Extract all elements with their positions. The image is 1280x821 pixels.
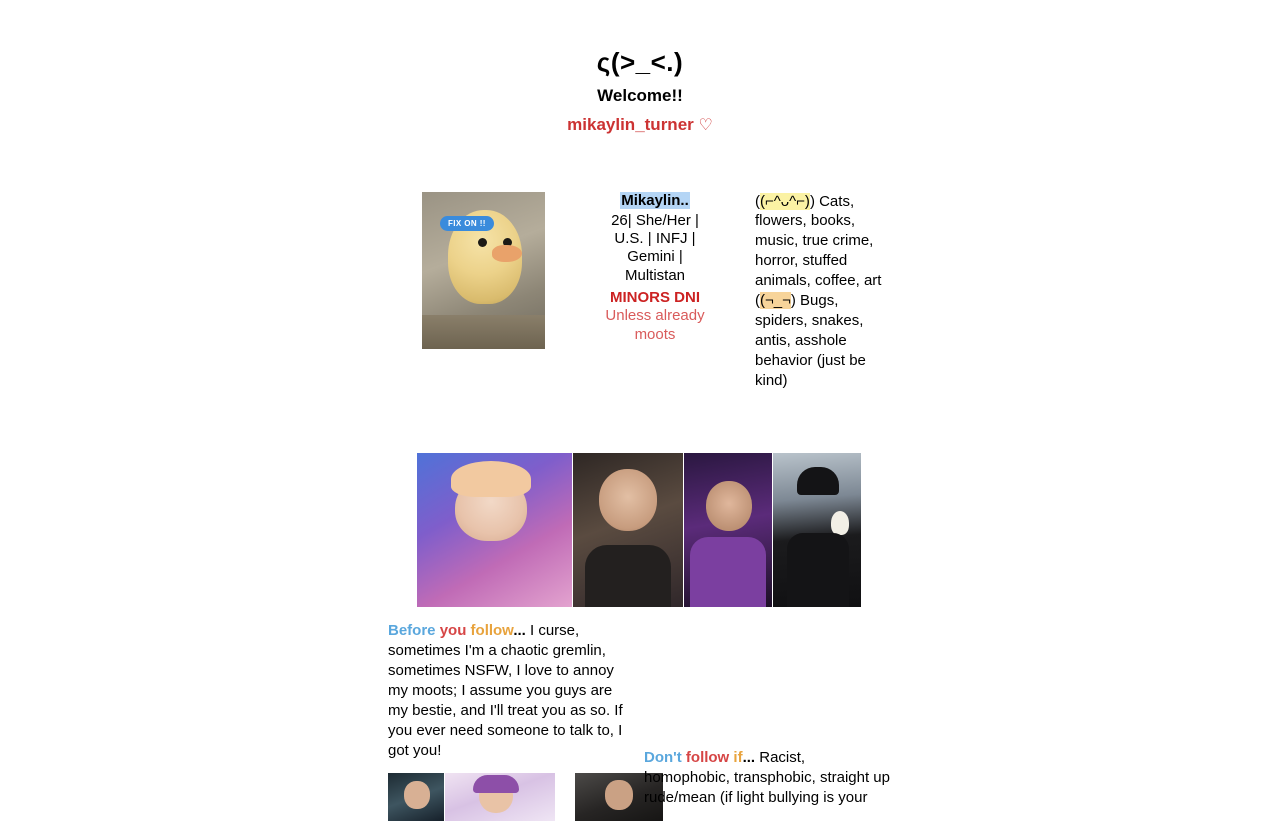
bottom-photo-strip <box>0 773 1280 821</box>
dislikes-block <box>755 291 885 391</box>
photo-idol-blue-stage <box>417 453 572 607</box>
dislikes-face-icon: (¬_¬ <box>760 292 791 310</box>
photo-bottom-1 <box>388 773 444 821</box>
photo-idol-black-tee <box>573 453 683 607</box>
bio-name-line <box>600 192 710 210</box>
follow-word: follow <box>470 621 514 639</box>
photo-bottom-3 <box>556 773 574 821</box>
dont-follow-body: Racist, homophobic, transphobic, straight up rude/mean (if light bullying is your <box>644 749 890 806</box>
dont-dots: ... <box>742 749 756 766</box>
before-follow-block <box>0 621 633 761</box>
avatar-background <box>422 315 545 349</box>
duck-eye-right-icon <box>503 238 512 247</box>
dislikes-text: ) Bugs, spiders, snakes, antis, asshole behavior (just be kind) <box>755 292 866 389</box>
header <box>0 0 1280 135</box>
avatar <box>422 192 545 349</box>
minors-dni-subtext: Unless already moots <box>605 307 705 343</box>
dont-word: Don't <box>644 749 682 766</box>
kaomoji-title: ς(>_<.) <box>596 47 684 77</box>
welcome-text: Welcome!! <box>597 85 683 105</box>
bio-name: Mikaylin.. <box>621 191 689 209</box>
likes-text: ) Cats, flowers, books, music, true crime, horror, stuffed animals, coffee, art <box>755 192 882 290</box>
before-follow-body: I curse, sometimes I'm a chaotic gremlin, sometimes NSFW, I love to annoy my moots; I assume you guys are my bestie, and I'll treat you as so. If you ever need someone to talk to, I got you! <box>388 621 623 759</box>
photo-strip <box>0 453 1280 607</box>
username-text: mikaylin_turner <box>567 114 694 134</box>
profile-row <box>0 192 1280 391</box>
ice-cream-icon <box>831 511 849 535</box>
if-word: if <box>733 749 743 766</box>
follow-word-2: follow <box>685 749 730 766</box>
duck-eye-left-icon <box>478 238 487 247</box>
bio-column <box>600 192 710 344</box>
likes-dislikes-column <box>755 192 885 391</box>
photo-bottom-2 <box>445 773 555 821</box>
before-word: Before <box>388 621 436 639</box>
likes-paren-open: ( <box>755 192 760 210</box>
photo-idol-purple-night <box>684 453 772 607</box>
dislikes-paren-open: ( <box>755 292 760 310</box>
before-dots: ... <box>513 621 526 639</box>
dont-follow-block <box>644 748 894 808</box>
minors-dni-text: MINORS DNI <box>610 288 700 306</box>
photo-idol-ice-cream <box>773 453 861 607</box>
heart-icon: ♡ <box>698 116 713 134</box>
you-word: you <box>439 621 467 639</box>
likes-block <box>755 192 885 292</box>
bio-meta: 26| She/Her | U.S. | INFJ | Gemini | Multistan <box>611 211 699 284</box>
avatar-badge: FIX ON !! <box>440 216 494 231</box>
handle-line <box>0 115 1280 135</box>
likes-face-icon: (⌐^ᴗ^⌐) <box>760 192 810 210</box>
